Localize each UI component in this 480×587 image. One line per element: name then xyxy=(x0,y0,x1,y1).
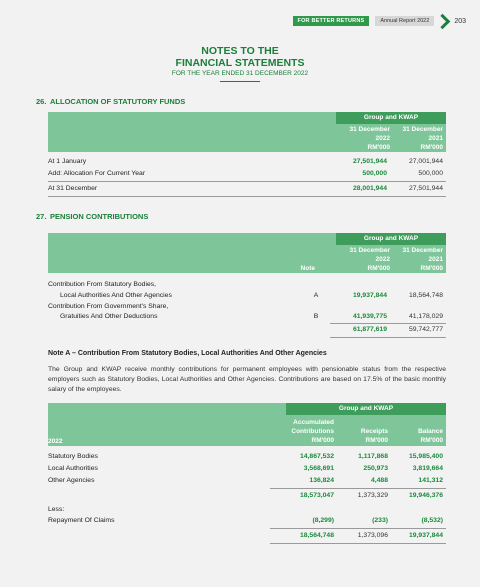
col-2022-header: 31 December 2022 RM'000 xyxy=(349,247,390,272)
table-row-subtotal: 18,573,047 1,373,329 19,946,376 xyxy=(299,492,443,499)
table-row-total: 61,877,619 59,742,777 xyxy=(352,326,443,333)
title-line-2: FINANCIAL STATEMENTS xyxy=(175,57,305,69)
group-header: Group and KWAP xyxy=(336,112,446,124)
divider xyxy=(270,543,446,544)
chevron-right-icon xyxy=(440,14,448,28)
year-header: 2022 xyxy=(48,438,63,445)
table-row: Add: Allocation For Current Year 500,000 500,000 xyxy=(48,170,443,177)
section-title: PENSION CONTRIBUTIONS xyxy=(50,212,149,221)
tagline-badge: FOR BETTER RETURNS xyxy=(293,16,370,26)
table-header xyxy=(48,403,446,446)
report-badge: Annual Report 2022 xyxy=(375,16,434,26)
page-number: 203 xyxy=(454,17,466,25)
table-header xyxy=(48,233,446,273)
divider xyxy=(330,337,446,338)
page-title xyxy=(0,45,480,82)
section-27-heading xyxy=(36,212,148,221)
table-row: Other Agencies 136,824 4,488 141,312 xyxy=(48,477,443,484)
section-26-heading xyxy=(36,97,185,106)
col-accumulated-header: Accumulated Contributions RM'000 xyxy=(291,419,334,444)
section-title: ALLOCATION OF STATUTORY FUNDS xyxy=(50,97,186,106)
table-row-total: 18,564,748 1,373,096 19,937,844 xyxy=(299,532,443,539)
section-number: 27. xyxy=(36,212,47,221)
title-divider xyxy=(220,81,260,82)
table-row: Local Authorities 3,568,691 250,973 3,819,664 xyxy=(48,465,443,472)
divider xyxy=(270,488,446,489)
table-row: Less: xyxy=(48,506,65,513)
table-row: At 1 January 27,501,944 27,001,944 xyxy=(48,158,443,165)
table-row: Gratuities And Other Deductions B 41,939,775 41,178,029 xyxy=(60,313,443,320)
col-2021-header: 31 December 2021 RM'000 xyxy=(402,247,443,272)
section-number: 26. xyxy=(36,97,47,106)
group-header: Group and KWAP xyxy=(286,403,446,415)
col-balance-header: Balance RM'000 xyxy=(418,428,443,444)
title-line-1: NOTES TO THE xyxy=(201,45,279,57)
divider xyxy=(330,323,446,324)
table-row: Statutory Bodies 14,867,532 1,117,868 15,985,400 xyxy=(48,453,443,460)
note-a-paragraph: The Group and KWAP receive monthly contributions for permanent employees with pensionable status from the respective employers such as Statutory Bodies, Local Authorities and Other Agencies. Contributions are based on 17.5% of the basic monthly salary of the employees. xyxy=(48,366,446,393)
divider xyxy=(48,181,446,182)
col-receipts-header: Receipts RM'000 xyxy=(360,428,388,444)
col-2022-header: 31 December 2022 RM'000 xyxy=(349,126,390,151)
divider xyxy=(48,196,446,197)
table-header xyxy=(48,112,446,152)
note-header: Note xyxy=(300,265,315,272)
title-subtitle: FOR THE YEAR ENDED 31 DECEMBER 2022 xyxy=(171,70,309,77)
table-row: Repayment Of Claims (8,299) (233) (8,532) xyxy=(48,517,443,524)
table-row: Contribution From Statutory Bodies, xyxy=(48,281,157,288)
table-row: Contribution From Government's Share, xyxy=(48,303,169,310)
col-2021-header: 31 December 2021 RM'000 xyxy=(402,126,443,151)
group-header: Group and KWAP xyxy=(336,233,446,245)
table-row: At 31 December 28,001,944 27,501,944 xyxy=(48,185,443,192)
table-row: Local Authorities And Other Agencies A 19,937,844 18,564,748 xyxy=(60,292,443,299)
note-a-heading: Note A – Contribution From Statutory Bodies, Local Authorities And Other Agencies xyxy=(48,350,327,357)
divider xyxy=(270,528,446,529)
page-header-bar xyxy=(293,14,466,28)
